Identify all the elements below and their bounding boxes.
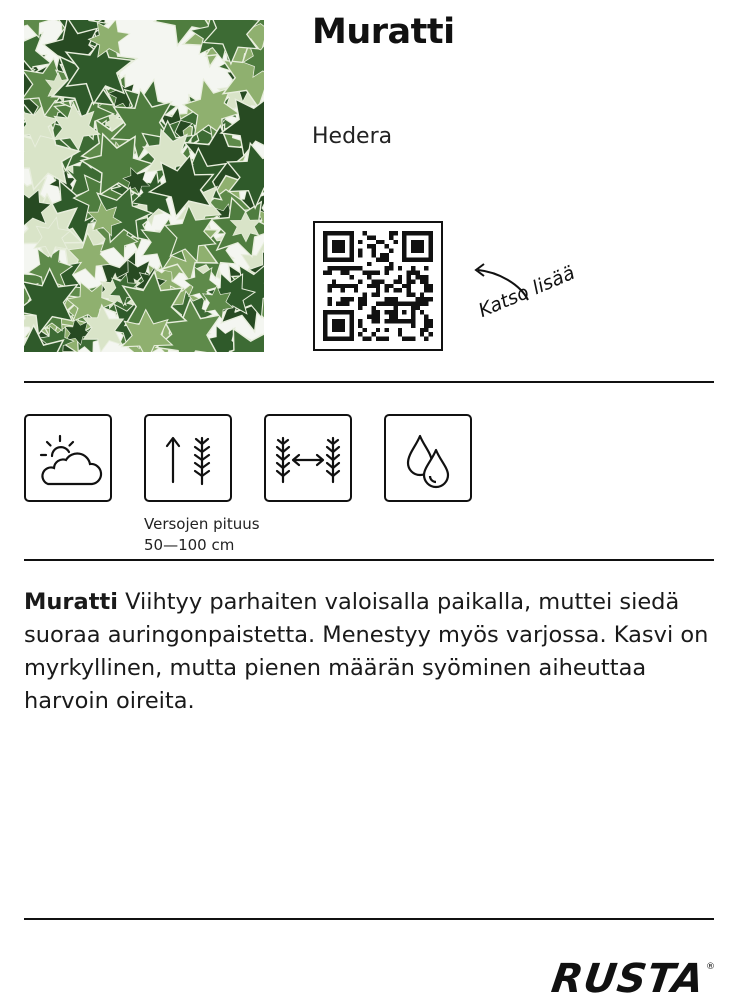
product-latin-name: Hedera: [312, 124, 393, 149]
shoot-length-caption: [144, 514, 260, 556]
see-more-note: Katso lisää: [475, 261, 579, 322]
qr-code[interactable]: [313, 221, 443, 351]
plant-photo: [24, 20, 264, 352]
shoot-length-label: Versojen pituus: [144, 515, 260, 533]
water-drops-icon: [384, 414, 472, 502]
product-description: [24, 586, 714, 718]
plant-spacing-icon: [264, 414, 352, 502]
shoot-height-icon: [144, 414, 232, 502]
description-text: Viihtyy parhaiten valoisalla paikalla, muttei siedä suoraa auringonpaistetta. Menestyy myös varjossa. Kasvi on myrkyllinen, mutta pienen määrän syöminen aiheuttaa harvoin oireita.: [24, 589, 709, 714]
description-lead: Muratti: [24, 589, 118, 615]
registered-mark: ®: [706, 962, 715, 972]
divider: [24, 918, 714, 920]
divider: [24, 559, 714, 561]
shoot-length-value: 50—100 cm: [144, 536, 235, 554]
product-title: Muratti: [312, 12, 455, 52]
brand-logo: RUSTA: [548, 956, 708, 1002]
sun-cloud-icon: [24, 414, 112, 502]
divider: [24, 381, 714, 383]
